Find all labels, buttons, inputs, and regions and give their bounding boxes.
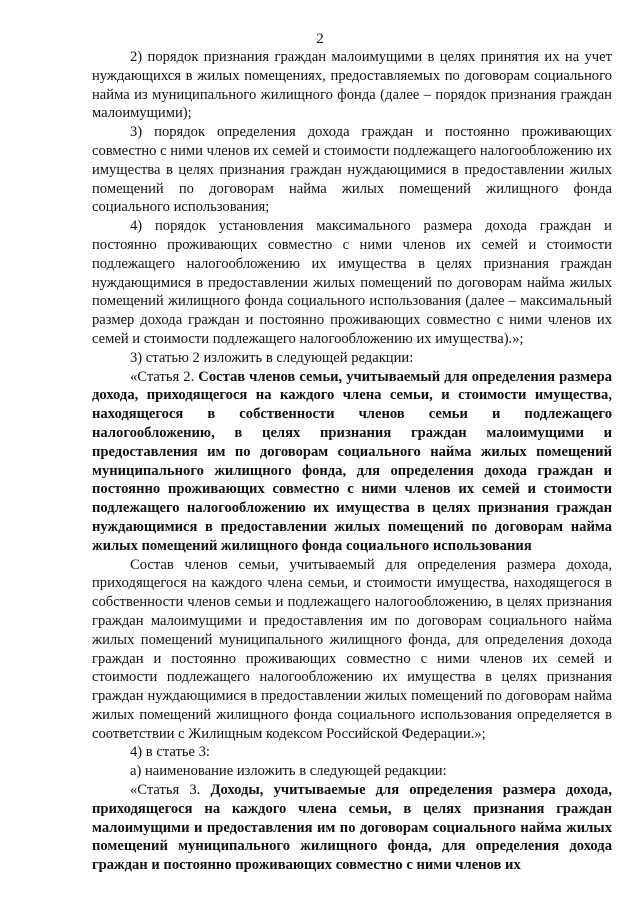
document-body: [92, 48, 612, 875]
paragraph-item-3: 3) порядок определения дохода граждан и постоянно проживающих совместно с ними членов их семей и стоимости подлежащего налогообложению их имущества в целях признания граждан нуждающимися в предоставлении жилых помещений по договорам найма жилых помещений жилищного фонда социального использования;: [92, 124, 612, 216]
paragraph-item-4: 4) порядок установления максимального размера дохода граждан и постоянно проживающих совместно с ними членов их семей и стоимости подлежащего налогообложению их имущества в целях признания граждан нуждающимися в предоставлении жилых помещений по договорам найма жилых помещений жилищного фонда социального использования (далее – максимальный размер дохода граждан и постоянно проживающих совместно с ними членов их семей и стоимости подлежащего налогообложению их имущества).»;: [92, 218, 612, 347]
article-3-heading: [92, 781, 612, 875]
article-3-title: Доходы, учитываемые для определения размера дохода, приходящегося на каждого члена семьи, в целях признания граждан малоимущими и предоставления им по договорам социального найма жилых помещений муниципального жилищного фонда, для определения дохода граждан и постоянно проживающих совместно с ними членов их: [92, 782, 612, 874]
paragraph-amendment-4: 4) в статье 3:: [130, 744, 210, 761]
article-2-body: Состав членов семьи, учитываемый для определения размера дохода, приходящегося на каждого члена семьи, и стоимости имущества, находящегося в собственности членов семьи и подлежащего налогообложению, в целях признания граждан малоимущими и предоставления им по договорам социального найма жилых помещений муниципального жилищного фонда, для определения дохода граждан и постоянно проживающих совместно с ними членов их семей и стоимости подлежащего налогообложению их имущества в целях признания граждан нуждающимися в предоставлении жилых помещений по договорам найма жилых помещений жилищного фонда социального использования определяется в соответствии с Жилищным кодексом Российской Федерации.»;: [92, 556, 612, 742]
paragraph-amendment-3: 3) статью 2 изложить в следующей редакции:: [130, 349, 414, 366]
article-3-prefix: «Статья 3.: [130, 782, 211, 799]
page-number: 2: [316, 31, 324, 47]
article-2-heading: [92, 368, 612, 556]
article-2-prefix: «Статья 2.: [130, 368, 199, 385]
article-2-title: Состав членов семьи, учитываемый для определения размера дохода, приходящегося на каждого члена семьи, и стоимости имущества, находящегося в собственности членов семьи и подлежащего налогообложению, в целях признания граждан малоимущими и предоставления им по договорам социального найма жилых помещений муниципального жилищного фонда, для определения дохода граждан и постоянно проживающих совместно с ними членов их семей и стоимости подлежащего налогообложению их имущества в целях признания граждан нуждающимися в предоставлении жилых помещений по договорам найма жилых помещений жилищного фонда социального использования: [92, 368, 613, 554]
paragraph-subitem-a: а) наименование изложить в следующей редакции:: [130, 763, 447, 780]
paragraph-item-2: 2) порядок признания граждан малоимущими в целях принятия их на учет нуждающихся в жилых помещениях, предоставляемых по договорам социального найма из муниципального жилищного фонда (далее – порядок признания граждан малоимущими);: [92, 49, 612, 122]
